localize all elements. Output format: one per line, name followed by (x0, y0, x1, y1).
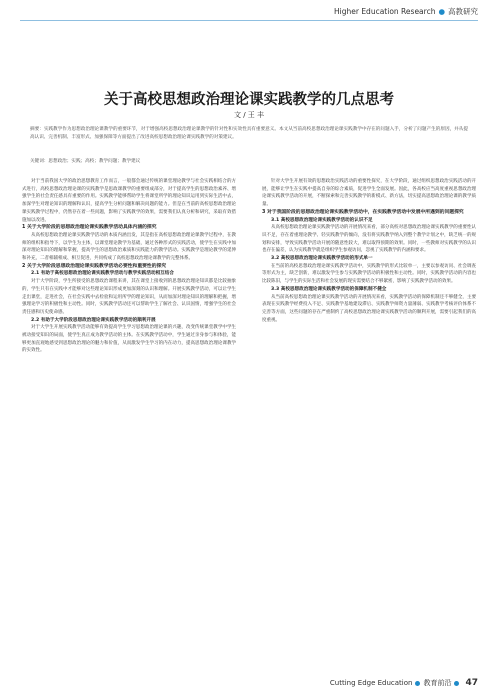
header-divider (20, 20, 478, 21)
section-heading: 3 对于我国阶段的思想政治理论课实践教学活动中，在实践教学活动中发展中所遇到的问题探究 (262, 209, 464, 215)
section-name: 高教研究 (448, 7, 478, 16)
section-heading: 3.3 高校思想政治理论课实践教学活动的保障机制不健全 (271, 286, 387, 292)
section-heading: 1 关于大学阶段的思想政治理论课实践教学活动具体内涵的探究 (22, 225, 157, 231)
body-paragraph: 对于大学生开展实践教学活动能够有效提高学生学习思想政治理论课的兴趣，改变传统课堂教学中学生被动接受知识的局面，使学生真正成为教学活动的主体。在实践教学活动中，学生通过亲身参与和体验，能够更加直观地感受到思想政治理论的魅力和价值，从而激发学生学习的内在动力，提高思想政治理论课教学的实效性。 (22, 325, 236, 354)
body-paragraph: 从高校思想政治理论课实践教学活动的本质内涵出发，其是指在高校思想政治理论课教学过程中，在教师的组织和指导下，以学生为主体，以课堂理论教学为基础，通过各种形式的实践活动，使学生在实践中加深对理论知识的理解和掌握，提高学生的思想政治素质和实践能力的教学活动。实践教学是理论教学的延伸和补充，二者相辅相成、相互促进，共同构成了高校思想政治理论课教学的完整体系。 (22, 232, 236, 262)
right-column (262, 178, 476, 324)
footer-dot-icon (415, 681, 420, 686)
author-line: 文 / 王 丰 (233, 111, 265, 119)
body-paragraph: 从当前高校思想政治理论课实践教学活动的开展情况来看，实践教学活动的保障机制还不够健全，主要表现在实践教学经费投入不足、实践教学基地建设滞后、实践教学师资力量薄弱、实践教学考核评价体系不完善等方面，这些问题的存在严重制约了高校思想政治理论课实践教学活动的顺利开展，需要引起我们的高度重视。 (262, 294, 476, 323)
footer-issue: 教育前沿 (423, 679, 452, 687)
footer-dot-icon (454, 681, 459, 686)
running-footer (330, 678, 478, 688)
footer-journal: Cutting Edge Education (329, 679, 413, 687)
body-paragraph: 针对大学生开展有效的思想政治实践活动的重要性探究，在大学阶段，通过组织思想政治实践活动的开展，能够让学生在实践中提高自身的综合素质，促进学生全面发展。因此，各高校应当高度重视思想政治理论课实践教学活动的开展，不断探索和完善实践教学的新模式、新方法，切实提高思想政治理论课的教学质量。 (262, 179, 476, 208)
journal-name: Higher Education Research (334, 7, 436, 16)
running-header (334, 6, 478, 17)
section-heading: 2 关于大学阶段思想政治理论课实践教学活动必要性和重要性的探究 (22, 263, 167, 269)
header-dot-icon: ● (438, 7, 445, 16)
page-number: 47 (465, 678, 478, 688)
section-heading: 2.1 有助于高校思想政治理论课实践教学活动与教学实践活动相互结合 (31, 271, 174, 277)
body-paragraph: 在当前的高校思想政治理论课实践教学活动中，实践教学的形式比较单一，主要以参观访问、社会调查等形式为主，缺乏创新，难以激发学生参与实践教学活动的积极性和主动性。同时，实践教学活动的内容也比较陈旧，与学生的实际生活和社会发展的现实需要结合不够紧密，影响了实践教学活动的效果。 (262, 263, 476, 285)
body-paragraph: 对于大学阶段，学生所接受的思想政治课程来讲，其在课堂上接收到的思想政治理论知识都是比较抽象的，学生只有在实践中才能够对这些理论知识形成更加深刻的认识和理解。开展实践教学活动，可以让学生走出课堂，走进社会，在社会实践中去检验和运用所学的理论知识，从而加深对理论知识的理解和把握，增强理论学习的积极性和主动性。同时，实践教学活动还可以帮助学生了解社会、认识国情，增强学生的社会责任感和历史使命感。 (22, 279, 236, 315)
section-heading: 2.2 有助于大学阶段思想政治理论课实践教学活动的顺利开展 (31, 317, 156, 323)
section-heading: 3.1 高校思想政治理论课实践教学活动的认识不足 (271, 217, 373, 223)
section-heading: 3.2 高校思想政治理论课实践教学活动的形式单一 (271, 256, 373, 262)
body-paragraph: 对于当前我国大学的政治思想教育工作而言，一般都会通过传统的课堂理论教学与社会实践相结合的方式进行，高校思想政治理论课的实践教学是思政课教学的重要组成部分，对于提高学生的思想政治素养、增强学生的社会责任感具有重要的作用。实践教学能够帮助学生将课堂所学的理论知识运用到实际生活中去，加深学生对理论知识的理解和认识，提高学生分析问题和解决问题的能力。但是在当前的高校思想政治理论课实践教学过程中，仍然存在着一些问题，影响了实践教学的效果，需要我们认真分析和研究，采取有效措施加以改进。 (22, 179, 236, 223)
abstract: 摘要：实践教学作为思想政治理论课教学的重要环节，对于增强高校思想政治理论课教学的针对性和实效性具有重要意义。本文从当前高校思想政治理论课实践教学中存在的问题入手，分析了问题产生的原因，并从提高认识、完善机制、丰富形式、加强保障等方面提出了改进高校思想政治理论课实践教学的对策建议。 (30, 127, 468, 140)
body-paragraph: 从高校思想政治理论课实践教学活动的开展情况来看，部分高校对思想政治理论课实践教学的重要性认识不足，存在着重理论教学、轻实践教学的倾向，没有将实践教学纳入到整个教学计划之中，缺乏统一的规划和安排，导致实践教学活动开展的随意性较大，难以取得预期的效果。同时，一些教师对实践教学的认识也存在偏差，认为实践教学就是组织学生参观访问，忽视了实践教学的内涵和要求。 (262, 225, 476, 254)
article-title: 关于高校思想政治理论课实践教学的几点思考 (104, 91, 394, 108)
keywords: 关键词：思想政治；实践；高校；教学问题；教学建议 (30, 159, 141, 164)
left-column (22, 178, 236, 355)
